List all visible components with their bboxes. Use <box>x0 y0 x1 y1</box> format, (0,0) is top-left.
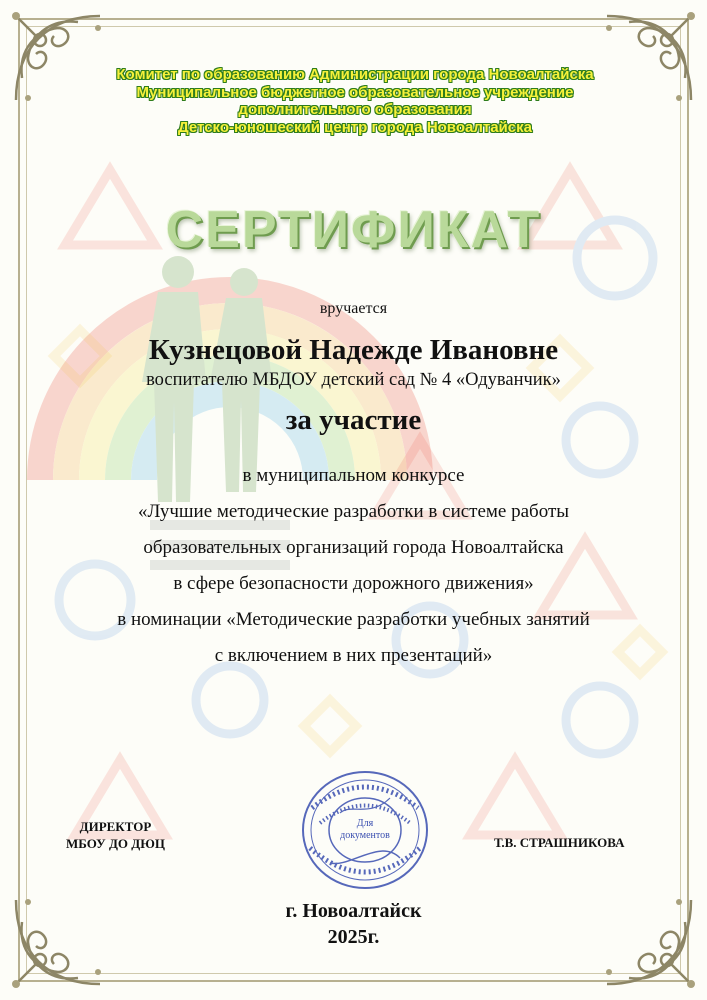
recipient-name: Кузнецовой Надежде Ивановне <box>148 334 559 366</box>
recipient-position: воспитателю МБДОУ детский сад № 4 «Одуванчик» <box>146 370 561 390</box>
year: 2025г. <box>327 926 380 948</box>
description-line-5: в номинации «Методические разработки учебных занятий <box>117 609 590 630</box>
description-line-4: в сфере безопасности дорожного движения» <box>173 573 534 594</box>
description-line-3: образовательных организаций города Новоалтайска <box>143 537 564 558</box>
header-line-3: дополнительного образования <box>238 101 472 118</box>
official-stamp <box>290 768 440 898</box>
header-line-4: Детско-юношеский центр города Новоалтайска <box>178 118 532 136</box>
participation-heading: за участие <box>285 404 422 436</box>
director-title <box>66 818 165 852</box>
city-name: г. Новоалтайск <box>285 900 422 922</box>
certificate-title: СЕРТИФИКАТ <box>165 201 542 259</box>
director-title-line-1: ДИРЕКТОР <box>79 819 152 834</box>
stamp-center-line-2: документов <box>340 830 390 841</box>
director-name: Т.В. СТРАШНИКОВА <box>494 835 625 850</box>
description-line-6: с включением в них презентаций» <box>214 645 493 666</box>
header-line-1: Комитет по образованию Администрации города Новоалтайска <box>116 66 594 83</box>
stamp-center-line-1: Для <box>356 818 374 829</box>
awarded-label: вручается <box>319 300 388 317</box>
director-title-line-2: МБОУ ДО ДЮЦ <box>66 836 165 851</box>
description-line-2: «Лучшие методические разработки в системе работы <box>137 501 570 522</box>
contest-description <box>60 458 647 674</box>
description-line-1: в муниципальном конкурсе <box>242 465 465 486</box>
header-line-2: Муниципальное бюджетное образовательное учреждение <box>136 83 574 101</box>
footer <box>0 898 707 950</box>
organization-header <box>60 66 650 136</box>
